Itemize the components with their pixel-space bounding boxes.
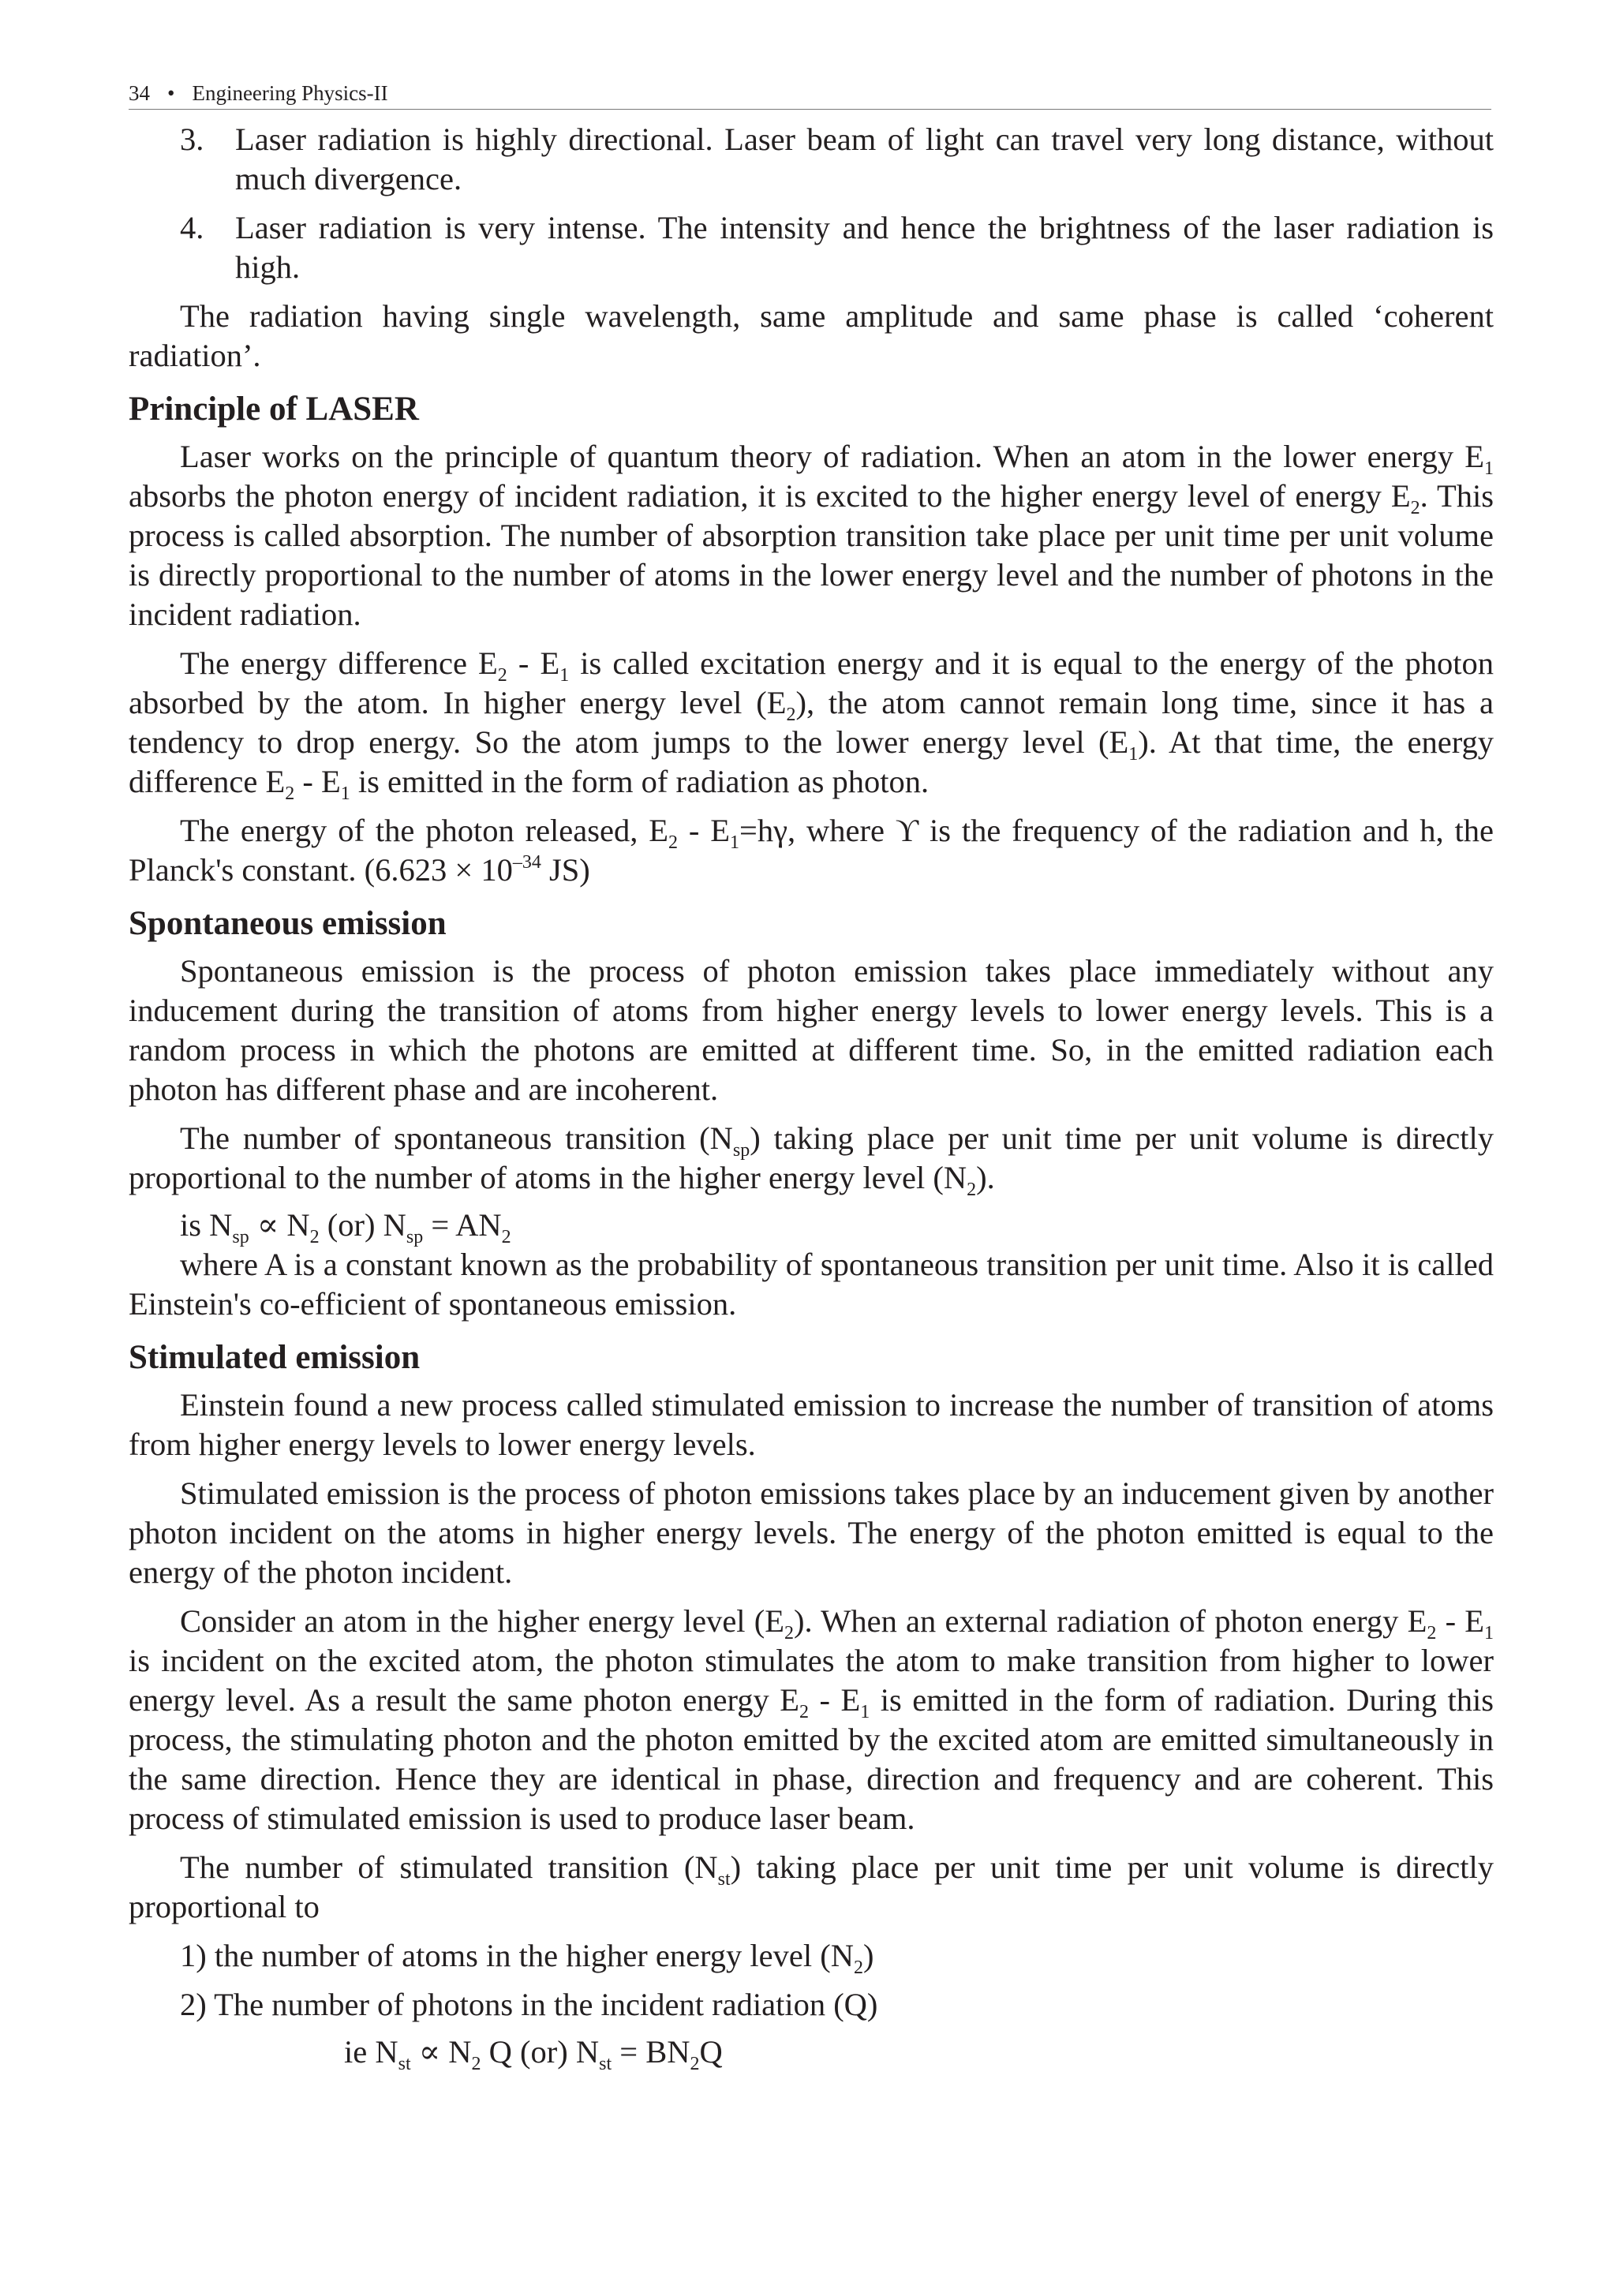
- stimulated-equation: ie $N_{st} \propto N_2$ Q (or) $N_{st} = BN_2Q$: [344, 2034, 723, 2074]
- list-item: [129, 208, 1494, 287]
- stimulated-paragraph-4: The number of stimulated transition $(N_{st})$ taking place per unit time per unit volume is directly proportional to: [129, 1849, 1494, 1924]
- spontaneous-paragraph-3: where A is a constant known as the probability of spontaneous transition per unit time. Also it is called Einstein's co-efficient of spontaneous emission.: [129, 1247, 1494, 1322]
- list-text: Laser radiation is very intense. The intensity and hence the brightness of the laser radiation is high.: [235, 210, 1494, 285]
- header-separator: •: [167, 81, 175, 105]
- principle-paragraph-1: Laser works on the principle of quantum theory of radiation. When an atom in the lower energy $E_1$ absorbs the photon energy of incident radiation, it is excited to the higher energy level of energy $E_2$. This process is called absorption. The number of absorption transition take place per unit time per unit volume is directly proportional to the number of atoms in the lower energy level and the number of photons in the incident radiation.: [129, 439, 1494, 632]
- list-text: Laser radiation is highly directional. Laser beam of light can travel very long distance, without much divergence.: [235, 122, 1494, 196]
- stimulated-paragraph-3: Consider an atom in the higher energy level $(E_2)$. When an external radiation of photon energy $E_2 - E_1$ is incident on the excited atom, the photon stimulates the atom to make transition from higher to lower energy level. As a result the same photon energy $E_2 - E_1$ is emitted in the form of radiation. During this process, the stimulating photon and the photon emitted by the excited atom are emitted simultaneously in the same direction. Hence they are identical in phase, direction and frequency and are coherent. This process of stimulated emission is used to produce laser beam.: [129, 1603, 1494, 1836]
- page-number: 34: [129, 81, 150, 105]
- principle-paragraph-2: The energy difference $E_2 - E_1$ is called excitation energy and it is equal to the energy of the photon absorbed by the atom. In higher energy level $(E_2)$, the atom cannot remain long time, since it has a tendency to drop energy. So the atom jumps to the lower energy level $(E_1)$. At that time, the energy difference $E_2 - E_1$ is emitted in the form of radiation as photon.: [129, 645, 1494, 804]
- stimulated-condition-2: 2) The number of photons in the incident radiation (Q): [180, 1987, 878, 2022]
- stimulated-paragraph-1: Einstein found a new process called stimulated emission to increase the number of transition of atoms from higher energy levels to lower energy levels.: [129, 1387, 1494, 1462]
- spontaneous-paragraph-1: Spontaneous emission is the process of photon emission takes place immediately without any inducement during the transition of atoms from higher energy levels to lower energy levels. This is a random process in which the photons are emitted at different time. So, in the emitted radiation each photon has different phase and are incoherent.: [129, 953, 1494, 1107]
- list-number: 4.: [180, 210, 204, 245]
- spontaneous-paragraph-2: The number of spontaneous transition $(N_{sp})$ taking place per unit time per unit volume is directly proportional to the number of atoms in the higher energy level $(N_2)$.: [129, 1120, 1494, 1200]
- spontaneous-equation: is $N_{sp} \propto N_2$ (or) $N_{sp} = AN_2$: [180, 1207, 511, 1247]
- heading-spontaneous-emission: Spontaneous emission: [129, 905, 447, 942]
- book-title: Engineering Physics-II: [192, 81, 388, 105]
- list-number: 3.: [180, 122, 204, 157]
- principle-paragraph-3: The energy of the photon released, $E_2 - E_1=h\gamma$, where ϒ is the frequency of the radiation and h, the Planck's constant. ($6.623 \times 10^{-34}$ JS): [129, 813, 1494, 888]
- stimulated-paragraph-2: Stimulated emission is the process of photon emissions takes place by an inducement given by another photon incident on the atoms in higher energy levels. The energy of the photon emitted is equal to the energy of the photon incident.: [129, 1475, 1494, 1590]
- running-header: [129, 77, 1491, 110]
- heading-stimulated-emission: Stimulated emission: [129, 1339, 421, 1376]
- list-item: [129, 120, 1494, 199]
- page-content: [129, 120, 1494, 2072]
- coherent-paragraph: The radiation having single wavelength, same amplitude and same phase is called ‘coherent radiation’.: [129, 298, 1494, 373]
- heading-principle-of-laser: Principle of LASER: [129, 391, 419, 428]
- stimulated-condition-1: 1) the number of atoms in the higher energy level $(N_2)$: [180, 1938, 874, 1978]
